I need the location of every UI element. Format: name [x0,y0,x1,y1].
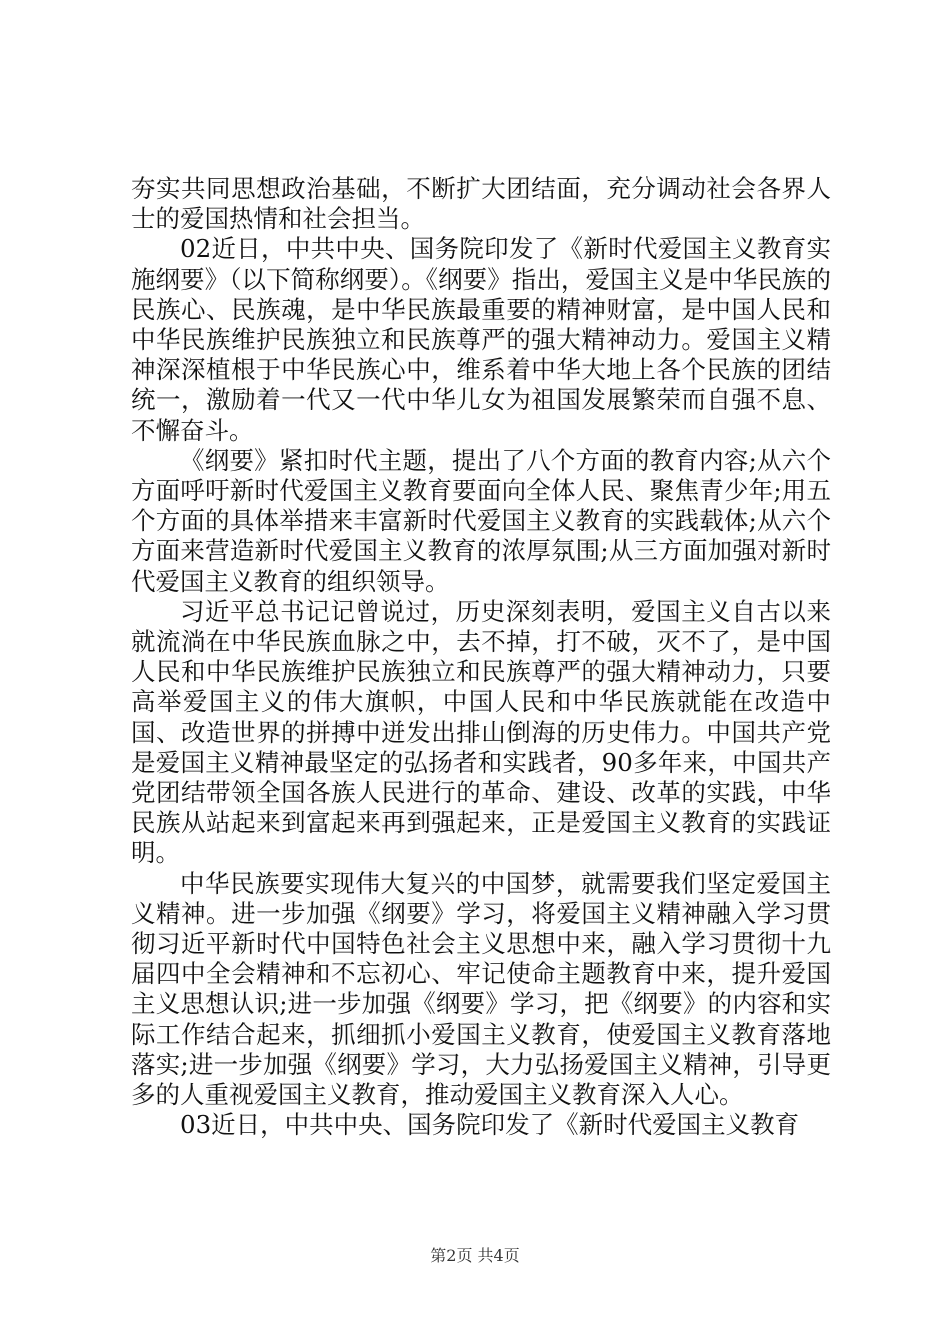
paragraph-quote: 习近平总书记记曾说过，历史深刻表明，爱国主义自古以来就流淌在中华民族血脉之中，去不掉，打不破，灭不了，是中国人民和中华民族维护民族独立和民族尊严的强大精神动力，只要高举爱国主义的伟大旗帜，中国人民和中华民族就能在改造中国、改造世界的拼搏中迸发出排山倒海的历史伟力。中国共产党是爱国主义精神最坚定的弘扬者和实践者，90多年来，中国共产党团结带领全国各族人民进行的革命、建设、改革的实践，中华民族从站起来到富起来再到强起来，正是爱国主义教育的实践证明。 [131,596,831,868]
paragraph-continuation: 夯实共同思想政治基础，不断扩大团结面，充分调动社会各界人士的爱国热情和社会担当。 [131,174,831,234]
paragraph-chinese-dream: 中华民族要实现伟大复兴的中国梦，就需要我们坚定爱国主义精神。进一步加强《纲要》学习，将爱国主义精神融入学习贯彻习近平新时代中国特色社会主义思想中来，融入学习贯彻十九届四中全会精神和不忘初心、牢记使命主题教育中来，提升爱国主义思想认识;进一步加强《纲要》学习，把《纲要》的内容和实际工作结合起来，抓细抓小爱国主义教育，使爱国主义教育落地落实;进一步加强《纲要》学习，大力弘扬爱国主义精神，引导更多的人重视爱国主义教育，推动爱国主义教育深入人心。 [131,868,831,1110]
page-number-footer: 第2页 共4页 [430,1246,520,1265]
paragraph-outline-contents: 《纲要》紧扣时代主题，提出了八个方面的教育内容;从六个方面呼吁新时代爱国主义教育要面向全体人民、聚焦青少年;用五个方面的具体举措来丰富新时代爱国主义教育的实践载体;从六个方面来营造新时代爱国主义教育的浓厚氛围;从三方面加强对新时代爱国主义教育的组织领导。 [131,445,831,596]
document-body [131,174,831,1141]
paragraph-02: 02近日，中共中央、国务院印发了《新时代爱国主义教育实施纲要》（以下简称纲要）。《纲要》指出，爱国主义是中华民族的民族心、民族魂，是中华民族最重要的精神财富，是中国人民和中华民族维护民族独立和民族尊严的强大精神动力。爱国主义精神深深植根于中华民族心中，维系着中华大地上各个民族的团结统一，激励着一代又一代中华儿女为祖国发展繁荣而自强不息、不懈奋斗。 [131,234,831,445]
paragraph-03: 03近日，中共中央、国务院印发了《新时代爱国主义教育 [180,1110,800,1140]
